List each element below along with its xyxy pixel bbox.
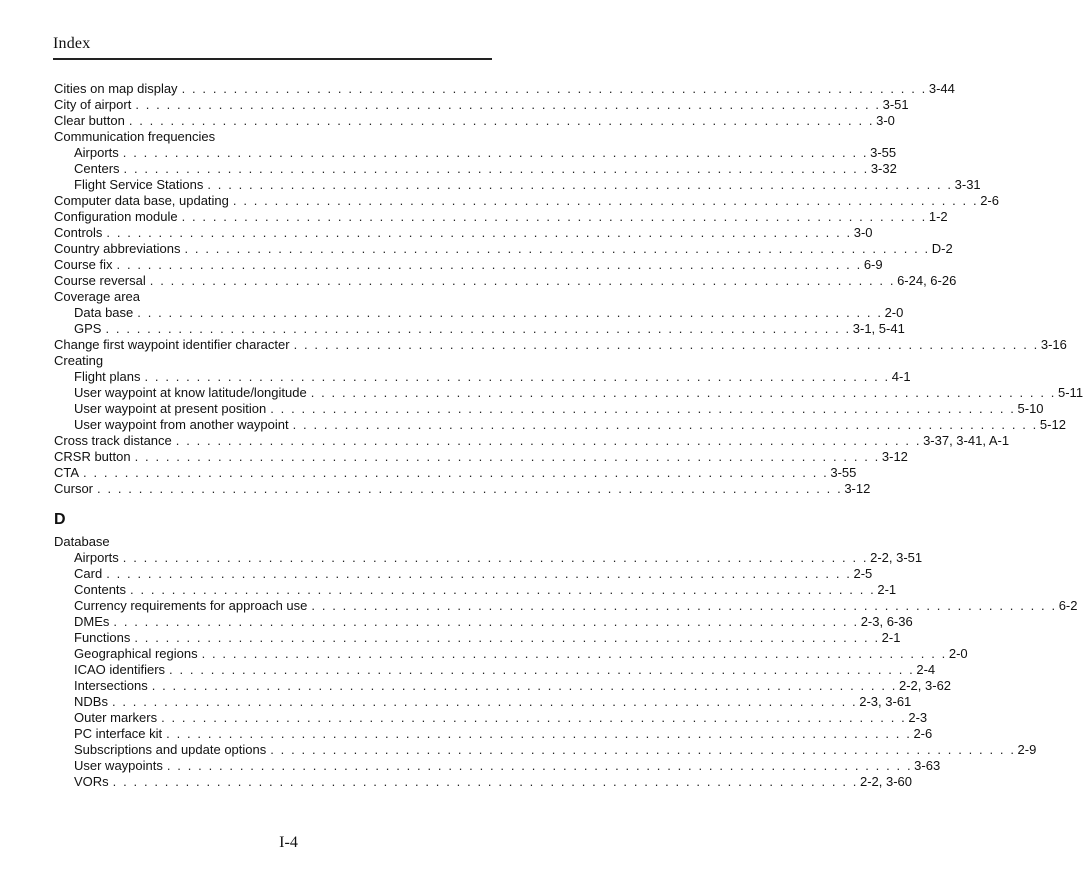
entry-label: Coverage area — [54, 289, 140, 304]
entry-label: CTA — [54, 465, 80, 480]
index-entry — [54, 225, 873, 241]
entry-label: Configuration module — [54, 209, 178, 224]
entry-label: Communication frequencies — [54, 129, 216, 144]
dot-leader: . . . . . . . . . . . . . . . . . . . . . . . . . . . . . . . . . . . . . . . . . . . . . . . . . . . . . . . . . . . . . . . . . . . . . . . . — [134, 630, 880, 645]
entry-page-reference: 4-1 — [891, 369, 911, 384]
dot-leader: . . . . . . . . . . . . . . . . . . . . . . . . . . . . . . . . . . . . . . . . . . . . . . . . . . . . . . . . . . . . . . . . . . . . . . . . — [123, 161, 869, 176]
entry-label: Country abbreviations — [54, 241, 181, 256]
dot-leader: . . . . . . . . . . . . . . . . . . . . . . . . . . . . . . . . . . . . . . . . . . . . . . . . . . . . . . . . . . . . . . . . . . . . . . . . — [122, 145, 869, 160]
entry-page-reference: 3-51 — [882, 97, 909, 112]
entry-label: Flight plans — [74, 369, 141, 384]
index-subentry — [54, 401, 1044, 417]
entry-label: Cities on map display — [54, 81, 178, 96]
index-heading — [54, 129, 487, 145]
entry-page-reference: 5-12 — [1039, 417, 1066, 432]
entry-page-reference: 2-6 — [913, 726, 933, 741]
index-heading — [54, 289, 487, 305]
dot-leader: . . . . . . . . . . . . . . . . . . . . . . . . . . . . . . . . . . . . . . . . . . . . . . . . . . . . . . . . . . . . . . . . . . . . . . . . — [116, 257, 862, 272]
index-subentry — [54, 369, 911, 385]
dot-leader: . . . . . . . . . . . . . . . . . . . . . . . . . . . . . . . . . . . . . . . . . . . . . . . . . . . . . . . . . . . . . . . . . . . . . . . . — [184, 241, 930, 256]
entry-page-reference: 3-37, 3-41, A-1 — [923, 433, 1010, 448]
dot-leader: . . . . . . . . . . . . . . . . . . . . . . . . . . . . . . . . . . . . . . . . . . . . . . . . . . . . . . . . . . . . . . . . . . . . . . . . — [149, 273, 896, 288]
page-number: I-4 — [279, 834, 298, 851]
entry-label: CRSR button — [54, 449, 131, 464]
entry-label: DMEs — [74, 614, 110, 629]
dot-leader: . . . . . . . . . . . . . . . . . . . . . . . . . . . . . . . . . . . . . . . . . . . . . . . . . . . . . . . . . . . . . . . . . . . . . . . . — [181, 81, 927, 96]
index-subentry — [54, 305, 904, 321]
dot-leader: . . . . . . . . . . . . . . . . . . . . . . . . . . . . . . . . . . . . . . . . . . . . . . . . . . . . . . . . . . . . . . . . . . . . . . . . — [105, 321, 851, 336]
entry-label: NDBs — [74, 694, 108, 709]
index-entry — [54, 209, 948, 225]
dot-leader: . . . . . . . . . . . . . . . . . . . . . . . . . . . . . . . . . . . . . . . . . . . . . . . . . . . . . . . . . . . . . . . . . . . . . . . . — [270, 401, 1016, 416]
dot-leader: . . . . . . . . . . . . . . . . . . . . . . . . . . . . . . . . . . . . . . . . . . . . . . . . . . . . . . . . . . . . . . . . . . . . . . . . — [311, 598, 1057, 613]
dot-leader: . . . . . . . . . . . . . . . . . . . . . . . . . . . . . . . . . . . . . . . . . . . . . . . . . . . . . . . . . . . . . . . . . . . . . . . . — [106, 225, 852, 240]
entry-page-reference: 3-0 — [853, 225, 873, 240]
entry-page-reference: 3-12 — [844, 481, 871, 496]
entry-page-reference: 2-1 — [877, 582, 897, 597]
index-entry — [54, 481, 871, 497]
entry-page-reference: 3-31 — [954, 177, 981, 192]
entry-page-reference: 3-55 — [870, 145, 897, 160]
index-entry — [54, 193, 999, 209]
dot-leader: . . . . . . . . . . . . . . . . . . . . . . . . . . . . . . . . . . . . . . . . . . . . . . . . . . . . . . . . . . . . . . . . . . . . . . . . — [144, 369, 890, 384]
entry-page-reference: 2-6 — [980, 193, 999, 208]
entry-label: Geographical regions — [74, 646, 198, 661]
dot-leader: . . . . . . . . . . . . . . . . . . . . . . . . . . . . . . . . . . . . . . . . . . . . . . . . . . . . . . . . . . . . . . . . . . . . . . . . — [232, 193, 979, 208]
entry-label: Data base — [74, 305, 134, 320]
entry-label: Cursor — [54, 481, 94, 496]
entry-label: Subscriptions and update options — [74, 742, 267, 757]
entry-label: Centers — [74, 161, 120, 176]
dot-leader: . . . . . . . . . . . . . . . . . . . . . . . . . . . . . . . . . . . . . . . . . . . . . . . . . . . . . . . . . . . . . . . . . . . . . . . . — [111, 694, 858, 709]
entry-label: ICAO identifiers — [74, 662, 166, 677]
index-subentry — [54, 758, 941, 774]
dot-leader: . . . . . . . . . . . . . . . . . . . . . . . . . . . . . . . . . . . . . . . . . . . . . . . . . . . . . . . . . . . . . . . . . . . . . . . . — [151, 678, 897, 693]
dot-leader: . . . . . . . . . . . . . . . . . . . . . . . . . . . . . . . . . . . . . . . . . . . . . . . . . . . . . . . . . . . . . . . . . . . . . . . . — [292, 417, 1038, 432]
dot-leader: . . . . . . . . . . . . . . . . . . . . . . . . . . . . . . . . . . . . . . . . . . . . . . . . . . . . . . . . . . . . . . . . . . . . . . . . — [113, 614, 859, 629]
entry-page-reference: 3-12 — [881, 449, 908, 464]
dot-leader: . . . . . . . . . . . . . . . . . . . . . . . . . . . . . . . . . . . . . . . . . . . . . . . . . . . . . . . . . . . . . . . . . . . . . . . . — [112, 774, 858, 789]
entry-page-reference: 6-24, 6-26 — [897, 273, 957, 288]
index-subentry — [54, 177, 981, 193]
index-heading — [54, 534, 487, 550]
index-subentry — [54, 550, 923, 566]
index-entry — [54, 449, 908, 465]
dot-leader: . . . . . . . . . . . . . . . . . . . . . . . . . . . . . . . . . . . . . . . . . . . . . . . . . . . . . . . . . . . . . . . . . . . . . . . . — [270, 742, 1016, 757]
entry-page-reference: 3-16 — [1040, 337, 1067, 352]
entry-page-reference: 2-3, 6-36 — [860, 614, 913, 629]
index-subentry — [54, 678, 952, 694]
dot-leader: . . . . . . . . . . . . . . . . . . . . . . . . . . . . . . . . . . . . . . . . . . . . . . . . . . . . . . . . . . . . . . . . . . . . . . . . — [106, 566, 852, 581]
entry-page-reference: 5-10 — [1017, 401, 1044, 416]
index-subentry — [54, 710, 928, 726]
entry-label: Computer data base, updating — [54, 193, 229, 208]
entry-label: User waypoint at present position — [74, 401, 267, 416]
running-header: Index — [53, 35, 91, 52]
entry-label: Flight Service Stations — [74, 177, 204, 192]
dot-leader: . . . . . . . . . . . . . . . . . . . . . . . . . . . . . . . . . . . . . . . . . . . . . . . . . . . . . . . . . . . . . . . . . . . . . . . . — [97, 481, 843, 496]
entry-page-reference: 3-63 — [914, 758, 941, 773]
index-entry — [54, 97, 909, 113]
index-subentry — [54, 726, 933, 742]
dot-leader: . . . . . . . . . . . . . . . . . . . . . . . . . . . . . . . . . . . . . . . . . . . . . . . . . . . . . . . . . . . . . . . . . . . . . . . . — [130, 582, 876, 597]
index-entry — [54, 273, 957, 289]
entry-page-reference: 2-2, 3-51 — [870, 550, 923, 565]
dot-leader: . . . . . . . . . . . . . . . . . . . . . . . . . . . . . . . . . . . . . . . . . . . . . . . . . . . . . . . . . . . . . . . . . . . . . . . . — [166, 758, 913, 773]
entry-label: Clear button — [54, 113, 125, 128]
index-subentry — [54, 566, 873, 582]
entry-label: Creating — [54, 353, 104, 368]
index-entry — [54, 465, 857, 481]
entry-page-reference: 1-2 — [928, 209, 948, 224]
entry-page-reference: 2-3, 3-61 — [859, 694, 912, 709]
index-entry — [54, 241, 953, 257]
entry-label: Change first waypoint identifier character — [54, 337, 290, 352]
dot-leader: . . . . . . . . . . . . . . . . . . . . . . . . . . . . . . . . . . . . . . . . . . . . . . . . . . . . . . . . . . . . . . . . . . . . . . . . — [166, 726, 912, 741]
dot-leader: . . . . . . . . . . . . . . . . . . . . . . . . . . . . . . . . . . . . . . . . . . . . . . . . . . . . . . . . . . . . . . . . . . . . . . . . — [122, 550, 869, 565]
dot-leader: . . . . . . . . . . . . . . . . . . . . . . . . . . . . . . . . . . . . . . . . . . . . . . . . . . . . . . . . . . . . . . . . . . . . . . . . — [83, 465, 829, 480]
index-subentry — [54, 774, 913, 790]
entry-label: Card — [74, 566, 103, 581]
entry-label: GPS — [74, 321, 102, 336]
entry-page-reference: 2-2, 3-62 — [899, 678, 952, 693]
index-subentry — [54, 582, 897, 598]
index-heading — [54, 353, 487, 369]
index-entry — [54, 113, 895, 129]
header-rule — [53, 58, 492, 60]
entry-label: Intersections — [74, 678, 148, 693]
dot-leader: . . . . . . . . . . . . . . . . . . . . . . . . . . . . . . . . . . . . . . . . . . . . . . . . . . . . . . . . . . . . . . . . . . . . . . . . — [175, 433, 922, 448]
entry-label: Outer markers — [74, 710, 158, 725]
entry-label: Currency requirements for approach use — [74, 598, 308, 613]
dot-leader: . . . . . . . . . . . . . . . . . . . . . . . . . . . . . . . . . . . . . . . . . . . . . . . . . . . . . . . . . . . . . . . . . . . . . . . . — [207, 177, 953, 192]
index-entry — [54, 337, 1067, 353]
entry-label: VORs — [74, 774, 109, 789]
entry-page-reference: 6-9 — [863, 257, 883, 272]
entry-label: Airports — [74, 550, 119, 565]
index-entry — [54, 433, 1010, 449]
entry-page-reference: 2-1 — [881, 630, 901, 645]
entry-label: Course fix — [54, 257, 113, 272]
index-entry — [54, 257, 883, 273]
entry-page-reference: D-2 — [931, 241, 953, 256]
entry-page-reference: 6-2 — [1058, 598, 1078, 613]
entry-page-reference: 2-4 — [916, 662, 936, 677]
index-subentry — [54, 598, 1078, 614]
index-subentry — [54, 385, 1083, 401]
entry-page-reference: 3-1, 5-41 — [852, 321, 905, 336]
entry-page-reference: 2-2, 3-60 — [859, 774, 913, 789]
entry-page-reference: 2-0 — [948, 646, 968, 661]
entry-label: Cross track distance — [54, 433, 172, 448]
index-subentry — [54, 742, 1037, 758]
entry-label: City of airport — [54, 97, 132, 112]
entry-label: User waypoint at know latitude/longitude — [74, 385, 307, 400]
dot-leader: . . . . . . . . . . . . . . . . . . . . . . . . . . . . . . . . . . . . . . . . . . . . . . . . . . . . . . . . . . . . . . . . . . . . . . . . — [169, 662, 915, 677]
index-body — [54, 81, 1083, 790]
dot-leader: . . . . . . . . . . . . . . . . . . . . . . . . . . . . . . . . . . . . . . . . . . . . . . . . . . . . . . . . . . . . . . . . . . . . . . . . — [135, 97, 881, 112]
entry-page-reference: 3-55 — [830, 465, 857, 480]
entry-label: Airports — [74, 145, 119, 160]
entry-page-reference: 3-0 — [876, 113, 895, 128]
entry-label: Course reversal — [54, 273, 146, 288]
index-subentry — [54, 161, 897, 177]
entry-page-reference: 3-32 — [870, 161, 897, 176]
dot-leader: . . . . . . . . . . . . . . . . . . . . . . . . . . . . . . . . . . . . . . . . . . . . . . . . . . . . . . . . . . . . . . . . . . . . . . . . — [161, 710, 907, 725]
index-subentry — [54, 630, 901, 646]
dot-leader: . . . . . . . . . . . . . . . . . . . . . . . . . . . . . . . . . . . . . . . . . . . . . . . . . . . . . . . . . . . . . . . . . . . . . . . . — [201, 646, 947, 661]
dot-leader: . . . . . . . . . . . . . . . . . . . . . . . . . . . . . . . . . . . . . . . . . . . . . . . . . . . . . . . . . . . . . . . . . . . . . . . . — [137, 305, 883, 320]
index-entry — [54, 81, 955, 97]
index-subentry — [54, 321, 905, 337]
dot-leader: . . . . . . . . . . . . . . . . . . . . . . . . . . . . . . . . . . . . . . . . . . . . . . . . . . . . . . . . . . . . . . . . . . . . . . . . — [181, 209, 927, 224]
entry-label: Contents — [74, 582, 127, 597]
entry-label: Database — [54, 534, 110, 549]
entry-page-reference: 2-3 — [908, 710, 928, 725]
entry-label: PC interface kit — [74, 726, 163, 741]
entry-label: Functions — [74, 630, 131, 645]
dot-leader: . . . . . . . . . . . . . . . . . . . . . . . . . . . . . . . . . . . . . . . . . . . . . . . . . . . . . . . . . . . . . . . . . . . . . . . . — [134, 449, 880, 464]
dot-leader: . . . . . . . . . . . . . . . . . . . . . . . . . . . . . . . . . . . . . . . . . . . . . . . . . . . . . . . . . . . . . . . . . . . . . . . . — [293, 337, 1039, 352]
entry-label: User waypoints — [74, 758, 163, 773]
section-letter: D — [54, 511, 66, 528]
index-subentry — [54, 694, 912, 710]
entry-page-reference: 3-44 — [928, 81, 955, 96]
index-subentry — [54, 145, 897, 161]
dot-leader: . . . . . . . . . . . . . . . . . . . . . . . . . . . . . . . . . . . . . . . . . . . . . . . . . . . . . . . . . . . . . . . . . . . . . . . . — [310, 385, 1056, 400]
entry-label: Controls — [54, 225, 103, 240]
entry-page-reference: 5-11 — [1058, 385, 1083, 400]
index-subentry — [54, 646, 968, 662]
entry-page-reference: 2-5 — [853, 566, 873, 581]
index-subentry — [54, 417, 1066, 433]
entry-label: User waypoint from another waypoint — [74, 417, 289, 432]
entry-page-reference: 2-0 — [884, 305, 904, 320]
entry-page-reference: 2-9 — [1017, 742, 1037, 757]
index-subentry — [54, 614, 913, 630]
dot-leader: . . . . . . . . . . . . . . . . . . . . . . . . . . . . . . . . . . . . . . . . . . . . . . . . . . . . . . . . . . . . . . . . . . . . . . . . — [128, 113, 875, 128]
index-subentry — [54, 662, 936, 678]
